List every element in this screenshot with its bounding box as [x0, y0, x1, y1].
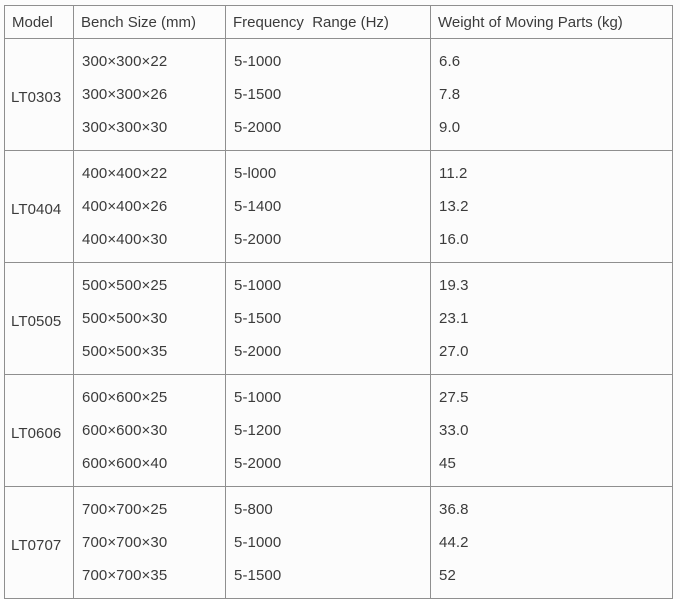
frequency-cell: 5-1500: [226, 559, 431, 599]
table-row: [5, 39, 673, 79]
bench-size-cell: 600×600×30: [74, 414, 226, 447]
weight-cell: 36.8: [431, 487, 673, 527]
table-row: [5, 487, 673, 527]
frequency-cell: 5-1500: [226, 78, 431, 111]
model-group-lt0505: [5, 263, 673, 375]
table-row: [5, 559, 673, 599]
frequency-cell: 5-1000: [226, 39, 431, 79]
table-row: [5, 190, 673, 223]
weight-cell: 27.5: [431, 375, 673, 415]
weight-cell: 19.3: [431, 263, 673, 303]
bench-size-cell: 700×700×25: [74, 487, 226, 527]
bench-size-cell: 500×500×30: [74, 302, 226, 335]
frequency-cell: 5-2000: [226, 335, 431, 375]
bench-size-cell: 700×700×35: [74, 559, 226, 599]
model-cell: LT0505: [5, 263, 74, 375]
model-group-lt0606: [5, 375, 673, 487]
weight-cell: 6.6: [431, 39, 673, 79]
frequency-cell: 5-1000: [226, 526, 431, 559]
table-row: [5, 78, 673, 111]
table-row: [5, 263, 673, 303]
frequency-cell: 5-1200: [226, 414, 431, 447]
frequency-cell: 5-1000: [226, 375, 431, 415]
table-row: [5, 447, 673, 487]
table-row: [5, 111, 673, 151]
bench-size-cell: 300×300×22: [74, 39, 226, 79]
weight-cell: 45: [431, 447, 673, 487]
header-row: [5, 6, 673, 39]
bench-size-cell: 600×600×40: [74, 447, 226, 487]
frequency-cell: 5-1000: [226, 263, 431, 303]
frequency-cell: 5-2000: [226, 223, 431, 263]
column-header-frequency-range: Frequency Range (Hz): [226, 6, 431, 39]
table-row: [5, 302, 673, 335]
table-row: [5, 223, 673, 263]
table-header: [5, 6, 673, 39]
model-cell: LT0303: [5, 39, 74, 151]
table-row: [5, 526, 673, 559]
model-cell: LT0606: [5, 375, 74, 487]
column-header-model: Model: [5, 6, 74, 39]
weight-cell: 13.2: [431, 190, 673, 223]
table-row: [5, 151, 673, 191]
column-header-bench-size: Bench Size (mm): [74, 6, 226, 39]
model-cell: LT0707: [5, 487, 74, 599]
weight-cell: 16.0: [431, 223, 673, 263]
bench-size-cell: 500×500×25: [74, 263, 226, 303]
model-cell: LT0404: [5, 151, 74, 263]
weight-cell: 27.0: [431, 335, 673, 375]
weight-cell: 52: [431, 559, 673, 599]
column-header-weight: Weight of Moving Parts (kg): [431, 6, 673, 39]
frequency-cell: 5-1400: [226, 190, 431, 223]
model-group-lt0404: [5, 151, 673, 263]
weight-cell: 33.0: [431, 414, 673, 447]
bench-size-cell: 300×300×26: [74, 78, 226, 111]
weight-cell: 11.2: [431, 151, 673, 191]
model-group-lt0707: [5, 487, 673, 599]
bench-size-cell: 400×400×30: [74, 223, 226, 263]
bench-size-cell: 400×400×26: [74, 190, 226, 223]
table-row: [5, 414, 673, 447]
bench-size-cell: 400×400×22: [74, 151, 226, 191]
bench-size-cell: 700×700×30: [74, 526, 226, 559]
weight-cell: 9.0: [431, 111, 673, 151]
table-row: [5, 375, 673, 415]
frequency-cell: 5-1500: [226, 302, 431, 335]
bench-size-cell: 300×300×30: [74, 111, 226, 151]
weight-cell: 44.2: [431, 526, 673, 559]
bench-size-cell: 600×600×25: [74, 375, 226, 415]
frequency-cell: 5-2000: [226, 447, 431, 487]
frequency-cell: 5-2000: [226, 111, 431, 151]
frequency-cell: 5-800: [226, 487, 431, 527]
model-group-lt0303: [5, 39, 673, 151]
weight-cell: 23.1: [431, 302, 673, 335]
frequency-cell: 5-l000: [226, 151, 431, 191]
bench-size-cell: 500×500×35: [74, 335, 226, 375]
spec-table: [4, 5, 673, 599]
weight-cell: 7.8: [431, 78, 673, 111]
table-row: [5, 335, 673, 375]
